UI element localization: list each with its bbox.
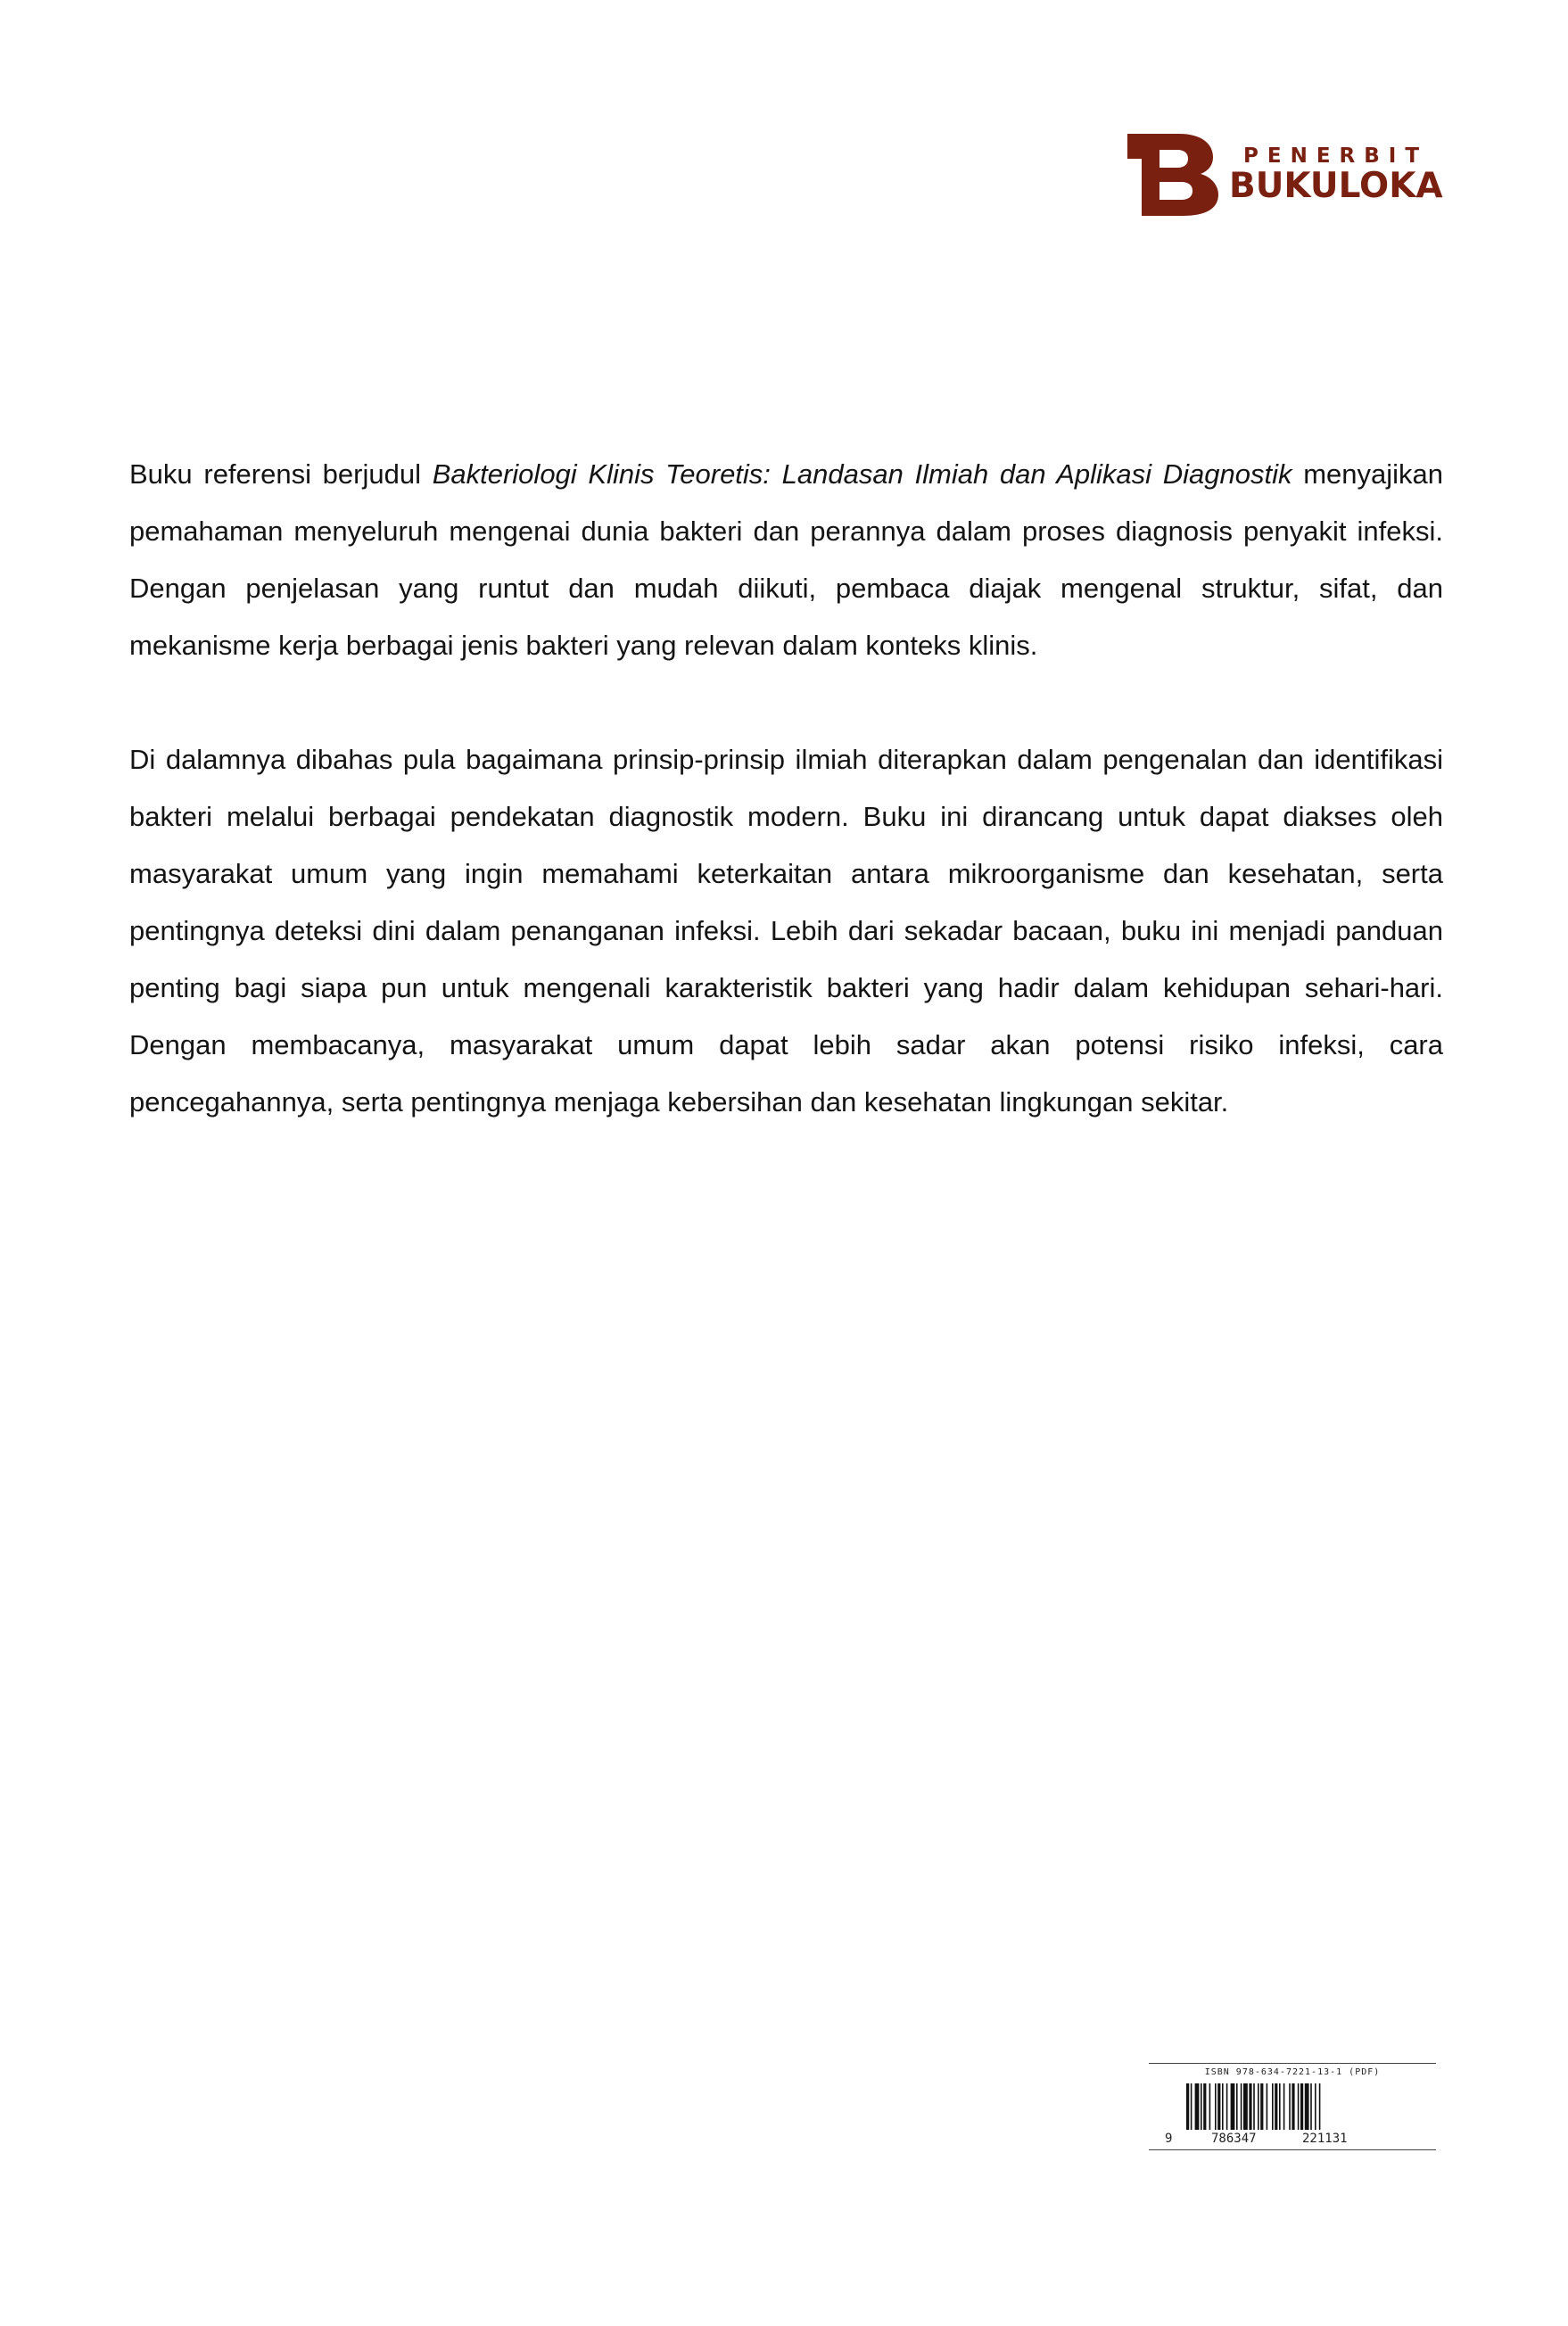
barcode-icon [1184,2083,1399,2130]
publisher-name: BUKULOKA [1229,166,1443,206]
blurb-paragraph-2: Di dalamnya dibahas pula bagaimana prinsip-prinsip ilmiah diterapkan dalam pengenalan dan identifikasi bakteri melalui berbagai pendekatan diagnostik modern. Buku ini dirancang untuk dapat diakses oleh masyarakat umum yang ingin memahami keterkaitan antara mikroorganisme dan kesehatan, serta pentingnya deteksi dini dalam penanganan infeksi. Lebih dari sekadar bacaan, buku ini menjadi panduan penting bagi siapa pun untuk mengenali karakteristik bakteri yang hadir dalam kehidupan sehari-hari. Dengan membacanya, masyarakat umum dapat lebih sadar akan potensi risiko infeksi, cara pencegahannya, serta pentingnya menjaga kebersihan dan kesehatan lingkungan sekitar. [129,744,1443,1118]
isbn-barcode-block [1149,2063,1436,2150]
barcode-group-right: 221131 [1302,2132,1348,2146]
blurb-text [129,446,1443,1188]
barcode-digit-first: 9 [1165,2132,1173,2146]
publisher-label: PENERBIT [1243,144,1429,168]
isbn-label: ISBN 978-634-7221-13-1 (PDF) [1204,2067,1381,2077]
barcode-group-left: 786347 [1211,2132,1257,2146]
book-title: Bakteriologi Klinis Teoretis: Landasan Ilmiah dan Aplikasi Diagnostik [432,458,1292,490]
blurb-paragraph-1 [129,446,1443,674]
publisher-b-mark-icon [1126,134,1218,216]
publisher-logo [1126,134,1452,216]
paragraph-rest: menyajikan pemahaman menyeluruh mengenai dunia bakteri dan perannya dalam proses diagnosis penyakit infeksi. Dengan penjelasan yang runtut dan mudah diikuti, pembaca diajak mengenal struktur, sifat, dan mekanisme kerja berbagai jenis bakteri yang relevan dalam konteks klinis. [129,458,1443,661]
paragraph-lead: Buku referensi berjudul [129,458,433,490]
